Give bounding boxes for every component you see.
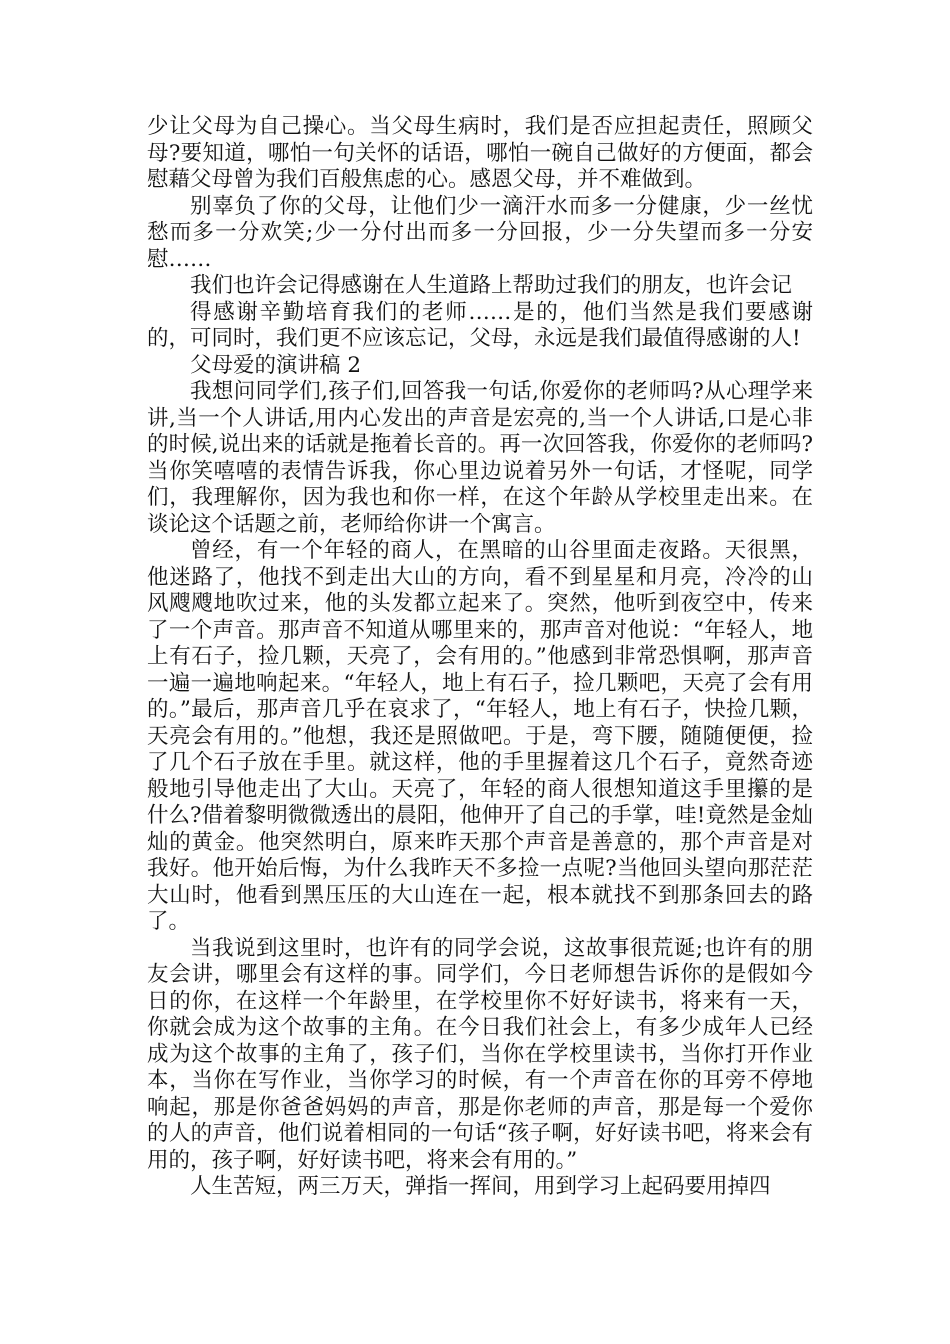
paragraph-1: 少让父母为自己操心。当父母生病时，我们是否应担起责任，照顾父母?要知道，哪怕一句关怀的话语，哪怕一碗自己做好的方便面，都会慰藉父母曾为我们百般焦虑的心。感恩父母，并不难做到。 — [147, 114, 813, 192]
paragraph-9: 人生苦短，两三万天，弹指一挥间，用到学习上起码要用掉四 — [190, 1174, 771, 1199]
paragraph-2: 别辜负了你的父母，让他们少一滴汗水而多一分健康，少一丝忧愁而多一分欢笑;少一分付出而多一分回报，少一分失望而多一分安慰…… — [147, 193, 813, 272]
document-page — [147, 114, 813, 1201]
paragraph-8: 当我说到这里时，也许有的同学会说，这故事很荒诞;也许有的朋友会讲，哪里会有这样的事。同学们，今日老师想告诉你的是假如今日的你，在这样一个年龄里，在学校里你不好好读书，将来有一天，你就会成为这个故事的主角。在今日我们社会上，有多少成年人已经成为这个故事的主角了，孩子们，当你在学校里读书，当你打开作业本，当你在写作业，当你学习的时候，有一个声音在你的耳旁不停地响起，那是你爸爸妈妈的声音，那是你老师的声音，那是每一个爱你的人的声音，他们说着相同的一句话“孩子啊，好好读书吧，将来会有用的，孩子啊，好好读书吧，将来会有用的。” — [147, 935, 813, 1173]
paragraph-6: 我想问同学们,孩子们,回答我一句话,你爱你的老师吗?从心理学来讲,当一个人讲话,用内心发出的声音是宏亮的,当一个人讲话,口是心非的时候,说出来的话就是拖着长音的。再一次回答我，你爱你的老师吗?当你笑嘻嘻的表情告诉我，你心里边说着另外一句话，才怪呢，同学们，我理解你，因为我也和你一样，在这个年龄从学校里走出来。在谈论这个话题之前，老师给你讲一个寓言。 — [147, 379, 813, 537]
paragraph-3: 我们也许会记得感谢在人生道路上帮助过我们的朋友，也许会记 — [190, 273, 793, 298]
paragraph-4: 得感谢辛勤培育我们的老师……是的，他们当然是我们要感谢的，可同时，我们更不应该忘记，父母，永远是我们最值得感谢的人! — [147, 299, 813, 351]
section-heading: 父母爱的演讲稿 2 — [190, 352, 362, 378]
paragraph-7: 曾经，有一个年轻的商人，在黑暗的山谷里面走夜路。天很黑，他迷路了，他找不到走出大山的方向，看不到星星和月亮，冷冷的山风飕飕地吹过来，他的头发都立起来了。突然，他听到夜空中，传来了一个声音。那声音不知道从哪里来的，那声音对他说：“年轻人，地上有石子，捡几颗，天亮了，会有用的。”他感到非常恐惧啊，那声音一遍一遍地响起来。“年轻人，地上有石子，捡几颗吧，天亮了会有用的。”最后，那声音几乎在哀求了，“年轻人，地上有石子，快捡几颗，天亮会有用的。”他想，我还是照做吧。于是，弯下腰，随随便便，捡了几个石子放在手里。就这样，他的手里握着这几个石子，竟然奇迹般地引导他走出了大山。天亮了，年轻的商人很想知道这手里攥的是什么?借着黎明微微透出的晨阳，他伸开了自己的手掌，哇!竟然是金灿灿的黄金。他突然明白，原来昨天那个声音是善意的，那个声音是对我好。他开始后悔，为什么我昨天不多捡一点呢?当他回头望向那茫茫大山时，他看到黑压压的大山连在一起，根本就找不到那条回去的路了。 — [147, 538, 813, 934]
